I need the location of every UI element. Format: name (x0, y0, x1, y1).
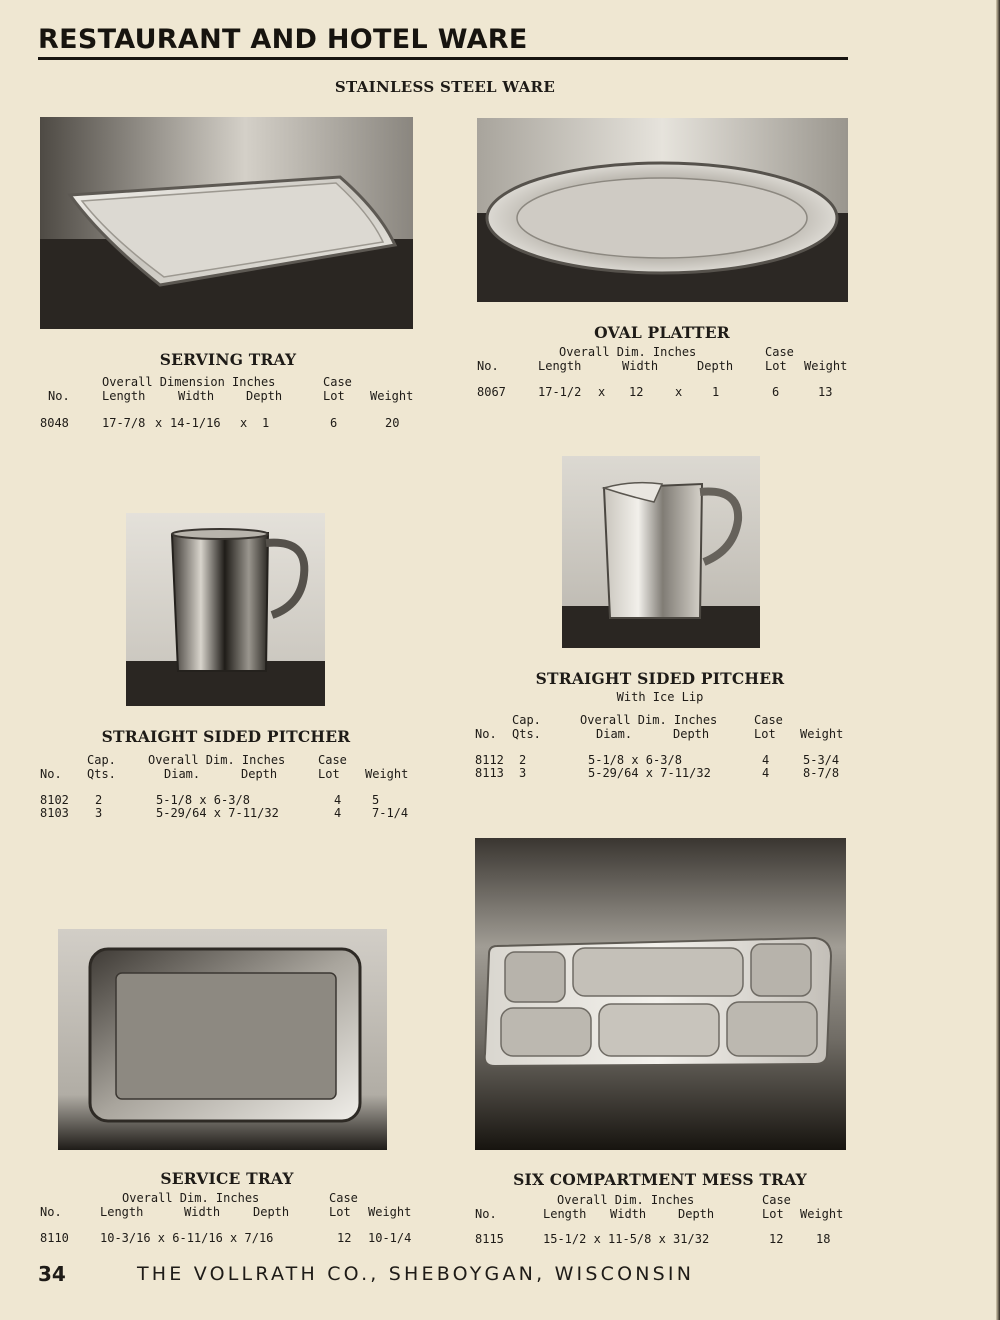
product-title: STRAIGHT SIDED PITCHER (101, 727, 351, 746)
item-number: 8103 (40, 806, 69, 820)
product-subtitle: With Ice Lip (616, 690, 704, 704)
item-number: 8113 (475, 766, 504, 780)
column-header-depth: Depth (678, 1207, 715, 1221)
case-lot-value: 4 (334, 793, 342, 807)
column-header-no: No. (40, 1205, 62, 1219)
column-header-no: No. (48, 389, 70, 403)
depth-value: 1 (262, 416, 270, 430)
mess-tray-photo (475, 838, 846, 1150)
oval-platter-photo (477, 118, 848, 302)
serving-tray-photo (40, 117, 413, 329)
dimension-group-header: Overall Dim. Inches (122, 1191, 260, 1205)
case-header: Case (762, 1193, 791, 1207)
weight-value: 5 (372, 793, 380, 807)
column-header-weight: Weight (370, 389, 414, 403)
column-header-diam: Diam. (164, 767, 201, 781)
case-lot-value: 12 (337, 1231, 352, 1245)
capacity-value: 3 (95, 806, 103, 820)
column-header-depth: Depth (253, 1205, 290, 1219)
product-title: SERVICE TRAY (160, 1169, 294, 1188)
product-title: OVAL PLATTER (594, 323, 730, 342)
product-title: SIX COMPARTMENT MESS TRAY (513, 1170, 807, 1189)
dimension-group-header: Overall Dim. Inches (580, 713, 718, 727)
capacity-header: Cap. (87, 753, 116, 767)
width-value: 12 (629, 385, 644, 399)
dimensions-value: 15-1/2 x 11-5/8 x 31/32 (543, 1232, 710, 1246)
pitcher-with-ice-lip-photo (562, 456, 760, 648)
width-value: 14-1/16 (170, 416, 221, 430)
column-header-weight: Weight (365, 767, 409, 781)
column-header-diam: Diam. (596, 727, 633, 741)
column-header-lot: Lot (318, 767, 340, 781)
column-header-lot: Lot (765, 359, 787, 373)
dimension-separator: x (598, 385, 606, 399)
column-header-depth: Depth (673, 727, 710, 741)
dimension-separator: x (240, 416, 248, 430)
dimension-group-header: Overall Dimension Inches (102, 375, 276, 389)
column-header-width: Width (178, 389, 215, 403)
weight-value: 5-3/4 (803, 753, 840, 767)
column-header-lot: Lot (323, 389, 345, 403)
page-title: RESTAURANT AND HOTEL WARE (38, 24, 528, 55)
item-number: 8112 (475, 753, 504, 767)
item-number: 8048 (40, 416, 69, 430)
column-header-weight: Weight (800, 727, 844, 741)
column-header-weight: Weight (368, 1205, 412, 1219)
item-number: 8102 (40, 793, 69, 807)
item-number: 8110 (40, 1231, 69, 1245)
dimension-group-header: Overall Dim. Inches (148, 753, 286, 767)
column-header-width: Width (184, 1205, 221, 1219)
column-header-length: Length (538, 359, 582, 373)
column-header-no: No. (477, 359, 499, 373)
column-header-lot: Lot (754, 727, 776, 741)
dimension-separator: x (675, 385, 683, 399)
weight-value: 8-7/8 (803, 766, 840, 780)
case-header: Case (323, 375, 352, 389)
dimensions-value: 5-1/8 x 6-3/8 (156, 793, 250, 807)
case-lot-value: 12 (769, 1232, 784, 1246)
column-header-length: Length (100, 1205, 144, 1219)
case-lot-value: 4 (762, 753, 770, 767)
depth-value: 1 (712, 385, 720, 399)
weight-value: 13 (818, 385, 833, 399)
capacity-value: 2 (95, 793, 103, 807)
column-header-no: No. (40, 767, 62, 781)
dimensions-value: 5-29/64 x 7-11/32 (156, 806, 279, 820)
product-title: SERVING TRAY (159, 350, 297, 369)
pitcher-photo (126, 513, 325, 706)
item-number: 8067 (477, 385, 506, 399)
capacity-header: Cap. (512, 713, 541, 727)
length-value: 17-7/8 (102, 416, 146, 430)
column-header-weight: Weight (800, 1207, 844, 1221)
column-header-depth: Depth (697, 359, 734, 373)
column-header-qts: Qts. (512, 727, 541, 741)
case-lot-value: 4 (334, 806, 342, 820)
page-edge (996, 0, 1000, 1320)
column-header-depth: Depth (246, 389, 283, 403)
dimension-group-header: Overall Dim. Inches (557, 1193, 695, 1207)
length-value: 17-1/2 (538, 385, 582, 399)
column-header-no: No. (475, 727, 497, 741)
case-lot-value: 6 (772, 385, 780, 399)
dimensions-value: 5-1/8 x 6-3/8 (588, 753, 682, 767)
case-header: Case (318, 753, 347, 767)
page-number: 34 (38, 1262, 66, 1286)
dimension-separator: x (155, 416, 163, 430)
column-header-length: Length (543, 1207, 587, 1221)
case-header: Case (329, 1191, 358, 1205)
column-header-weight: Weight (804, 359, 848, 373)
column-header-width: Width (610, 1207, 647, 1221)
case-lot-value: 4 (762, 766, 770, 780)
dimension-group-header: Overall Dim. Inches (559, 345, 697, 359)
column-header-width: Width (622, 359, 659, 373)
column-header-lot: Lot (762, 1207, 784, 1221)
column-header-depth: Depth (241, 767, 278, 781)
company-footer: THE VOLLRATH CO., SHEBOYGAN, WISCONSIN (137, 1263, 695, 1285)
section-title: STAINLESS STEEL WARE (334, 78, 556, 96)
column-header-length: Length (102, 389, 146, 403)
service-tray-photo (58, 929, 387, 1150)
dimensions-value: 10-3/16 x 6-11/16 x 7/16 (100, 1231, 274, 1245)
weight-value: 18 (816, 1232, 831, 1246)
weight-value: 7-1/4 (372, 806, 409, 820)
column-header-no: No. (475, 1207, 497, 1221)
case-lot-value: 6 (330, 416, 338, 430)
dimensions-value: 5-29/64 x 7-11/32 (588, 766, 711, 780)
item-number: 8115 (475, 1232, 504, 1246)
weight-value: 20 (385, 416, 400, 430)
weight-value: 10-1/4 (368, 1231, 412, 1245)
case-header: Case (765, 345, 794, 359)
case-header: Case (754, 713, 783, 727)
product-title: STRAIGHT SIDED PITCHER (535, 669, 785, 688)
title-rule (38, 57, 848, 60)
capacity-value: 3 (519, 766, 527, 780)
capacity-value: 2 (519, 753, 527, 767)
column-header-qts: Qts. (87, 767, 116, 781)
column-header-lot: Lot (329, 1205, 351, 1219)
